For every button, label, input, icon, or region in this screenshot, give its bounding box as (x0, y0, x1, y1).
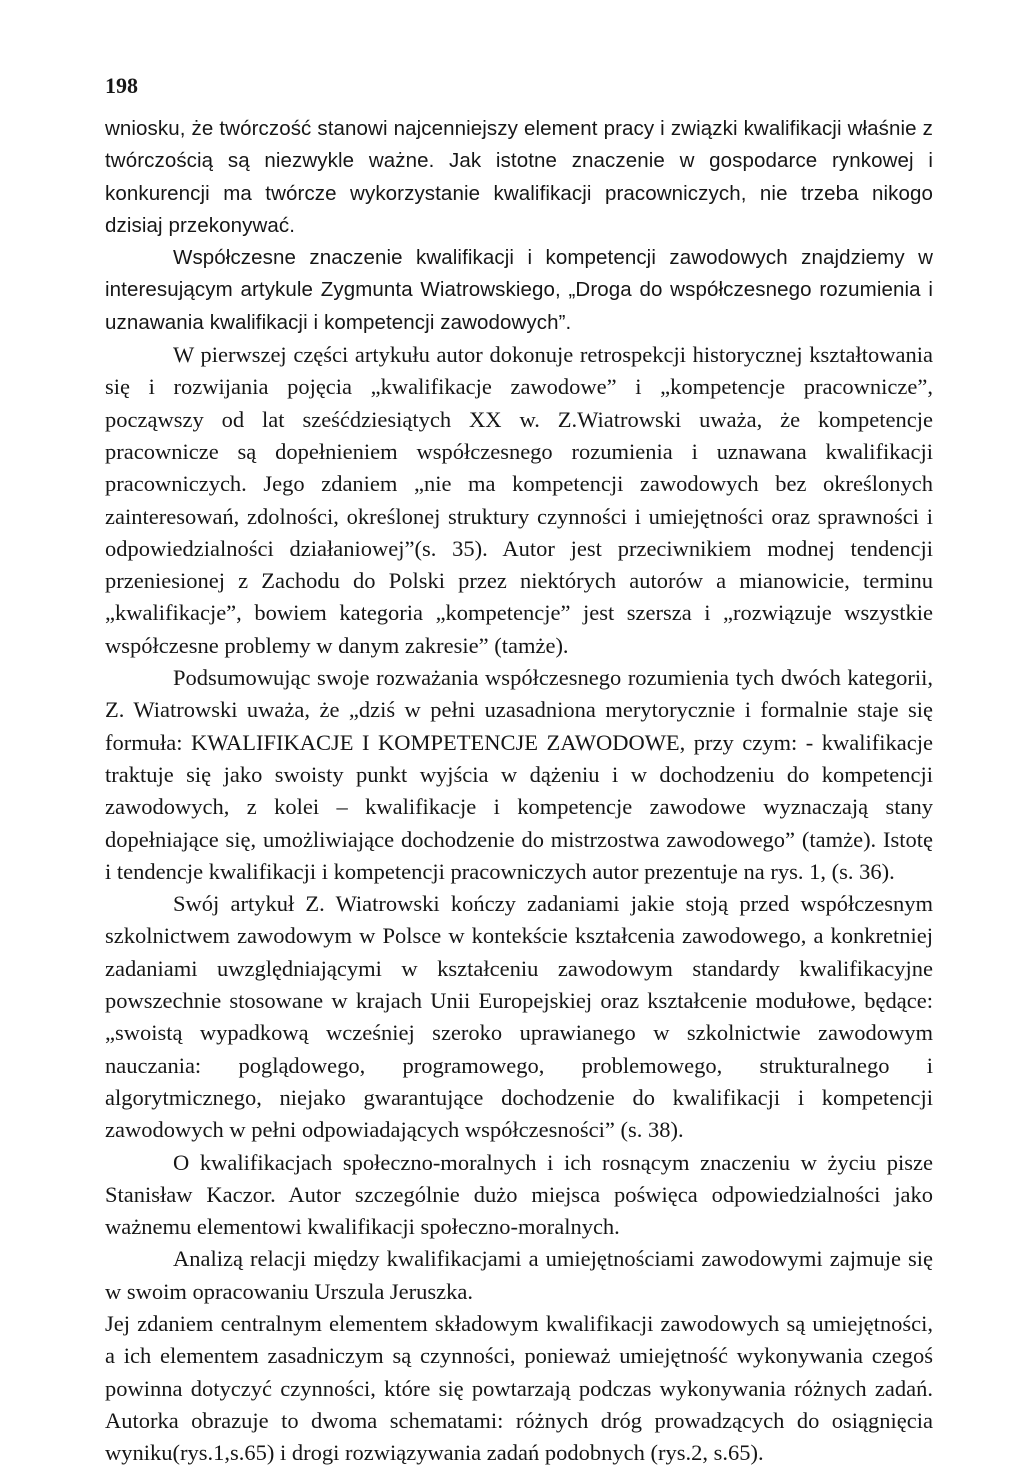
paragraph-6: O kwalifikacjach społeczno-moralnych i ich rosnącym znaczeniu w życiu pisze Stanisław Kaczor. Autor szczególnie dużo miejsca poświęca odpowiedzialności jako ważnemu elementowi kwalifikacji społeczno-moralnych. (105, 1149, 933, 1240)
body-text (105, 113, 933, 1469)
paragraph-2: Współczesne znaczenie kwalifikacji i kompetencji zawodowych znajdziemy w interesującym artykule Zygmunta Wiatrowskiego, „Droga do współczesnego rozumienia i uznawania kwalifikacji i kompetencji zawodowych”. (105, 246, 933, 334)
paragraph-7: Analizą relacji między kwalifikacjami a umiejętnościami zawodowymi zajmuje się w swoim opracowaniu Urszula Jeruszka. (105, 1246, 933, 1304)
paragraph-3: W pierwszej części artykułu autor dokonuje retrospekcji historycznej kształtowania się i rozwijania pojęcia „kwalifikacje zawodowe” i „kompetencje pracownicze”, począwszy od lat sześćdziesiątych XX w. Z.Wiatrowski uważa, że kompetencje pracownicze są dopełnieniem współczesnego rozumienia i uznawana kwalifikacji pracowniczych. Jego zdaniem „nie ma kompetencji zawodowych bez określonych zainteresowań, zdolności, określonej struktury czynności i umiejętności oraz sprawności i odpowiedzialności działaniowej”(s. 35). Autor jest przeciwnikiem modnej tendencji przeniesionej z Zachodu do Polski przez niektórych autorów a mianowicie, terminu „kwalifikacje”, bowiem kategoria „kompetencje” jest szersza i „rozwiązuje wszystkie współczesne problemy w danym zakresie” (tamże). (105, 342, 933, 658)
paragraph-4: Podsumowując swoje rozważania współczesnego rozumienia tych dwóch kategorii, Z. Wiatrowski uważa, że „dziś w pełni uzasadniona merytorycznie i formalnie staje się formuła: KWALIFIKACJE I KOMPETENCJE ZAWODOWE, przy czym: - kwalifikacje traktuje się jako swoisty punkt wyjścia w dążeniu i w dochodzeniu do kompetencji zawodowych, z kolei – kwalifikacje i kompetencje zawodowe wyznaczają stany dopełniające się, umożliwiające dochodzenie do mistrzostwa zawodowego” (tamże). Istotę i tendencje kwalifikacji i kompetencji pracowniczych autor prezentuje na rys. 1, (s. 36). (105, 665, 933, 884)
paragraph-5: Swój artykuł Z. Wiatrowski kończy zadaniami jakie stoją przed współczesnym szkolnictwem zawodowym w Polsce w kontekście kształcenia zawodowego, a konkretniej zadaniami uwzględniającymi w kształceniu zawodowym standardy kwalifikacyjne powszechnie stosowane w krajach Unii Europejskiej oraz kształcenie modułowe, będące: „swoistą wypadkową wcześniej szeroko uprawianego w szkolnictwie zawodowym nauczania: poglądowego, programowego, problemowego, strukturalnego i algorytmicznego, niejako gwarantujące dochodzenie do kwalifikacji i kompetencji zawodowych w pełni odpowiadających współczesności” (s. 38). (105, 891, 933, 1143)
page-number: 198 (105, 73, 138, 98)
paragraph-8: Jej zdaniem centralnym elementem składowym kwalifikacji zawodowych są umiejętności, a ich elementem zasadniczym są czynności, ponieważ umiejętność wykonywania czegoś powinna dotyczyć czynności, które się powtarzają podczas wykonywania różnych zadań. Autorka obrazuje to dwoma schematami: różnych dróg prowadzących do osiągnięcia wyniku(rys.1,s.65) i drogi rozwiązywania zadań podobnych (rys.2, s.65). (105, 1310, 933, 1466)
paragraph-1: wniosku, że twórczość stanowi najcenniejszy element pracy i związki kwalifikacji właśnie z twórczością są niezwykle ważne. Jak istotne znaczenie w gospodarce rynkowej i konkurencji ma twórcze wykorzystanie kwalifikacji pracowniczych, nie trzeba nikogo dzisiaj przekonywać. (105, 117, 933, 237)
